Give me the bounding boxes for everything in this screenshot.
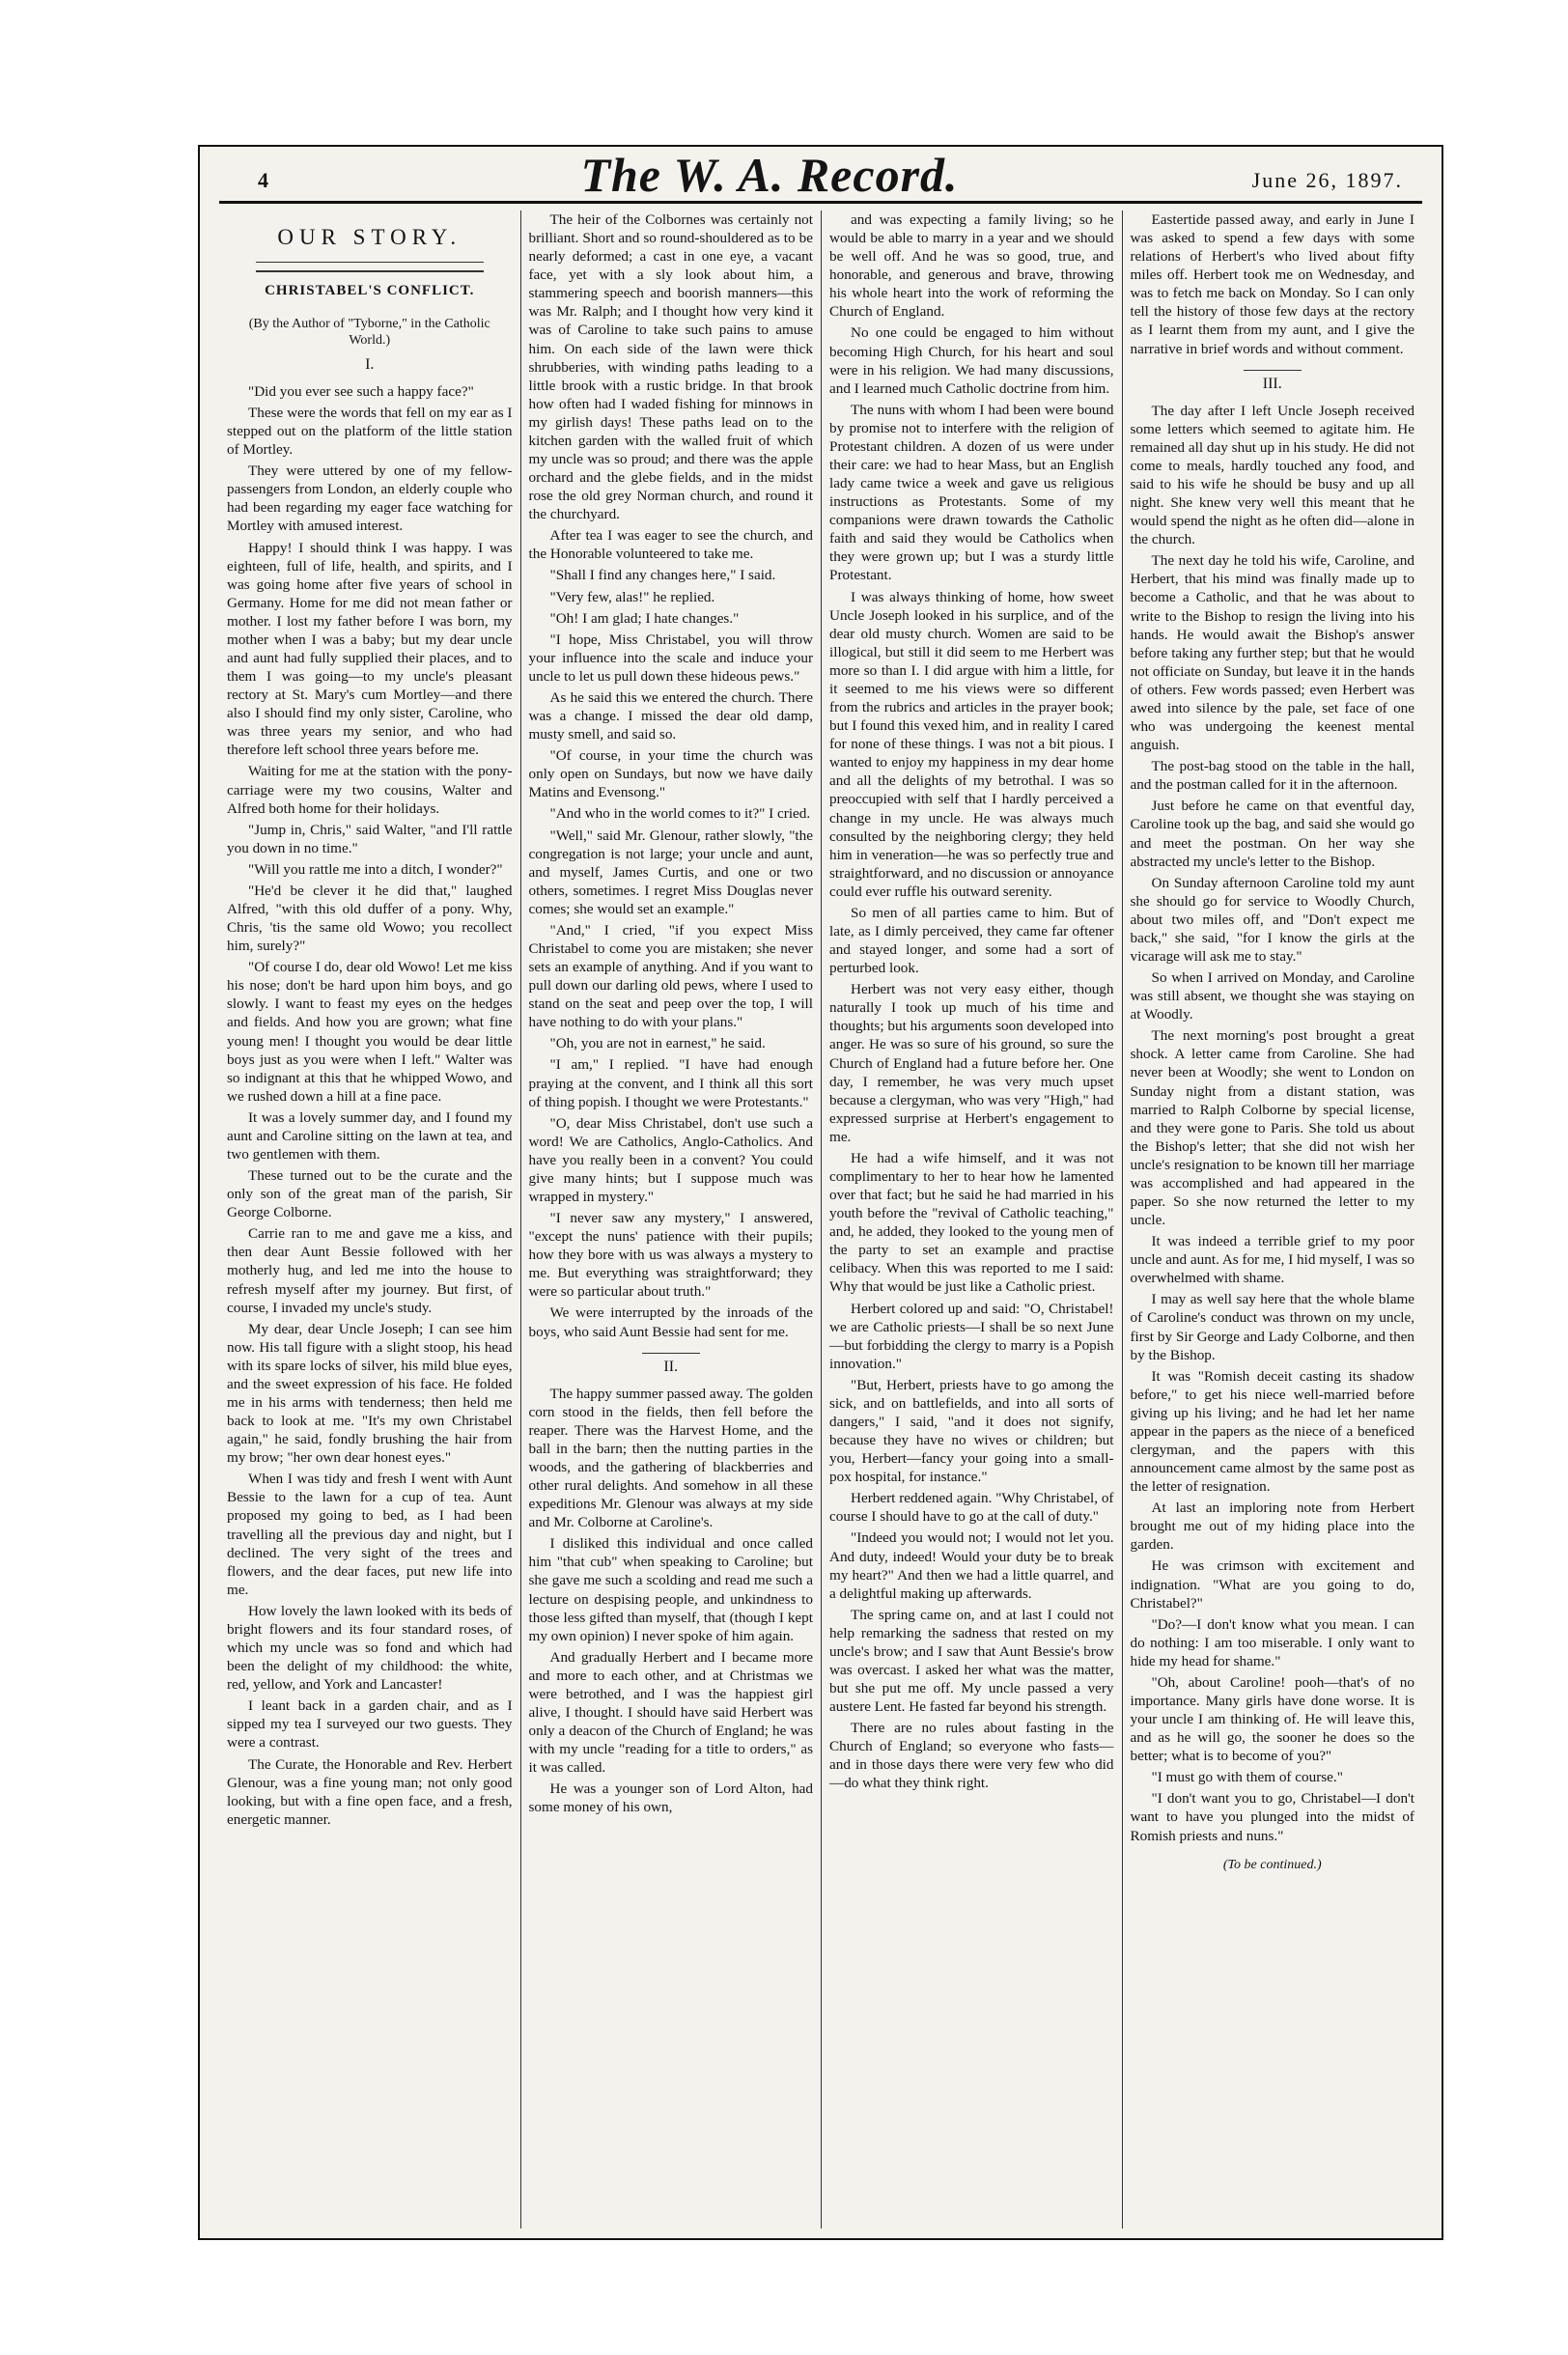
paragraph: My dear, dear Uncle Joseph; I can see him now. His tall figure with a slight stoop, his head with its spare locks of silver, his mild blue eyes, and the sweet expression of his face. He folded me in his arms with tenderness; then held me back to look at me. "It's my own Christabel again," he said, fondly brushing the hair from my brow; "her own dear honest eyes." [227, 1320, 513, 1467]
paragraph: "Will you rattle me into a ditch, I wonder?" [248, 860, 503, 878]
chapter-divider [1244, 370, 1302, 371]
paragraph: "And," I cried, "if you expect Miss Christabel to come you are mistaken; she never sets an example of anything. And if you want to pull down our darling old pews, where I used to stand on the seat and peep over the top, I will have nothing to do with your plans." [528, 921, 813, 1031]
paragraph: So when I arrived on Monday, and Caroline was still absent, we thought she was staying on at Woodly. [1130, 969, 1414, 1023]
paragraph: On Sunday afternoon Caroline told my aunt she should go for service to Woodly Church, about two miles off, and "Don't expect me back," she said, "for I know the girls at the vicarage will ask me to stay." [1130, 874, 1414, 965]
column-4 [1122, 210, 1423, 2229]
paragraph: I was always thinking of home, how sweet Uncle Joseph looked in his surplice, and of the dear old musty church. Women are said to be illogical, but still it did seem to me Herbert was more so than I. I did argue with him a little, for it seemed to me his views were so different from the rubrics and articles in the prayer book; but I found this vexed him, and in reality I cared for none of these things. I was not a bit pious. I wanted to enjoy my happiness in my dear home and all the delights of my betrothal. I was so preoccupied with self that I hardly perceived a change in my uncle. He was always much consulted by the neighboring clergy; they held him in veneration—he was so perfectly true and straightforward, and no discussion or annoyance could ever ruffle his outward serenity. [829, 588, 1114, 900]
chapter-heading: III. [1262, 375, 1282, 392]
paragraph: "Oh, you are not in earnest," he said. [549, 1035, 766, 1052]
paragraph: I leant back in a garden chair, and as I sipped my tea I surveyed our two guests. They were a contrast. [227, 1697, 513, 1752]
paragraph: There are no rules about fasting in the Church of England; so everyone who fasts—and in those days there were very few who did—do what they think right. [829, 1720, 1114, 1792]
paragraph: The day after I left Uncle Joseph received some letters which seemed to agitate him. He remained all day shut up in his study. He did not come to meals, hardly touched any food, and said to his wife he should be busy and up all night. She knew very well this meant that he would spend the night as he often did—alone in the church. [1130, 402, 1414, 548]
column-2-text-continued [529, 1385, 814, 1817]
column-1 [219, 210, 520, 2229]
paragraph: Carrie ran to me and gave me a kiss, and then dear Aunt Bessie followed with her motherly hug, and led me into the house to refresh myself after my journey. But first, of course, I invaded my uncle's study. [227, 1225, 513, 1316]
paragraph: These were the words that fell on my ear as I stepped out on the platform of the little station of Mortley. [227, 404, 513, 459]
paragraph: Herbert colored up and said: "O, Christabel! we are Catholic priests—I shall be so next June—but forbidding the clergy to marry is a Popish innovation." [829, 1300, 1114, 1372]
paragraph: So men of all parties came to him. But of late, as I dimly perceived, they came far oftener and stayed longer, and some had a sort of perturbed look. [829, 904, 1114, 977]
paragraph: "Jump in, Chris," said Walter, "and I'll rattle you down in no time." [227, 821, 513, 856]
paragraph: Waiting for me at the station with the pony-carriage were my two cousins, Walter and Alfred both home for their holidays. [227, 763, 513, 817]
chapter-heading: I. [365, 355, 375, 373]
paragraph: And gradually Herbert and I became more and more to each other, and at Christmas we were betrothed, and I was the happiest girl alive, I thought. I should have said Herbert was only a deacon of the Church of England; he was with my uncle "reading for a title to orders," as it was called. [528, 1648, 813, 1777]
paragraph: "Do?—I don't know what you mean. I can do nothing: I am too miserable. I only want to hide my head for shame." [1130, 1615, 1414, 1669]
paragraph: "O, dear Miss Christabel, don't use such a word! We are Catholics, Anglo-Catholics. And have you really been in a convent? You could give many hints; but I suppose much was wrapped in mystery." [528, 1114, 813, 1205]
newspaper-page [198, 145, 1443, 2240]
masthead-rule [219, 201, 1422, 204]
paragraph: The spring came on, and at last I could not help remarking the sadness that rested on my uncle's brow; and I saw that Aunt Bessie's brow was overcast. I asked her what was the matter, but she put me off. My uncle passed a very austere Lent. He fasted far beyond his strength. [829, 1606, 1114, 1716]
paragraph: "But, Herbert, priests have to go among the sick, and on battlefields, and into all sorts of dangers," I said, "and it does not signify, because they have no wives or children; but you, Herbert—fancy your going into a small-pox hospital, for instance." [829, 1376, 1114, 1486]
story-title: CHRISTABEL'S CONFLICT. [265, 282, 475, 298]
byline: (By the Author of "Tyborne," in the Catholic World.) [248, 316, 490, 349]
paragraph: I may as well say here that the whole blame of Caroline's conduct was thrown on my uncle, first by Sir George and Lady Colborne, and then by the Bishop. [1130, 1291, 1414, 1363]
masthead [200, 147, 1442, 202]
paragraph: Herbert reddened again. "Why Christabel, of course I should have to go at the call of duty." [829, 1490, 1114, 1526]
decorative-rule [256, 262, 484, 272]
paragraph: "Of course, in your time the church was only open on Sundays, but now we have daily Matins and Evensong." [528, 747, 813, 801]
paragraph: "Oh, about Caroline! pooh—that's of no importance. Many girls have done worse. It is your uncle I am thinking of. He will leave this, and as he will go, the sooner he does so the better; what is to become of you?" [1130, 1673, 1414, 1765]
paragraph: The next morning's post brought a great shock. A letter came from Caroline. She had never been at Woodly; she went to London on Sunday night from a distant station, was married to Ralph Colborne by special license, and they were gone to Paris. She told us about the Bishop's letter; that she did not wish her uncle's resignation to be known till her marriage was accomplished and had appeared in the paper. So she now returned the letter to my uncle. [1130, 1027, 1414, 1229]
paragraph: Eastertide passed away, and early in June I was asked to spend a few days with some relations of Herbert's who lived about fifty miles off. Herbert took me on Wednesday, and was to fetch me back on Monday. So I can only tell the history of those few days at the rectory as I learnt them from my aunt, and I give the narrative in brief words and without comment. [1130, 211, 1414, 357]
paragraph: It was indeed a terrible grief to my poor uncle and aunt. As for me, I hid myself, I was so overwhelmed with shame. [1130, 1233, 1414, 1287]
paragraph: "I am," I replied. "I have had enough praying at the convent, and I think all this sort of thing popish. I thought we were Protestants." [528, 1056, 813, 1110]
column-3 [821, 210, 1122, 2229]
paragraph: "Indeed you would not; I would not let you. And duty, indeed! Would your duty be to break my heart?" And then we had a little quarrel, and a delightful making up afterwards. [829, 1529, 1114, 1602]
paragraph: "Very few, alas!" he replied. [549, 588, 715, 605]
paragraph: He had a wife himself, and it was not complimentary to her to hear how he lamented over that fact; but he said he had married in his youth before the "revival of Catholic teaching," and, he added, they looked to the young men of the party to set an example and practise celibacy. When this was reported to me I said: Why that would be just like a Catholic priest. [829, 1149, 1114, 1296]
paragraph: and was expecting a family living; so he would be able to marry in a year and we should be well off. And he was so good, true, and honorable, and generous and brave, throwing his whole heart into the work of reforming the Church of England. [829, 211, 1114, 321]
paragraph: How lovely the lawn looked with its beds of bright flowers and its four standard roses, of which my uncle was so fond and which had been the delight of my childhood: the white, red, yellow, and York and Lancaster! [227, 1602, 513, 1694]
column-4-text-continued [1131, 402, 1415, 1845]
chapter-heading: II. [663, 1358, 679, 1375]
paragraph: The nuns with whom I had been were bound by promise not to interfere with the religion of Protestant children. A dozen of us were under their care: we had to hear Mass, but an English lady came twice a week and gave us religious instructions as Protestants. Some of my companions were drawn towards the Catholic faith and said they would be Catholics when they were grown up; but I was a sturdy little Protestant. [829, 401, 1114, 584]
column-2-text [529, 210, 814, 1341]
paragraph: The Curate, the Honorable and Rev. Herbert Glenour, was a fine young man; not only good looking, but with a fine open face, and a fresh, energetic manner. [227, 1755, 513, 1828]
paragraph: "I hope, Miss Christabel, you will throw your influence into the scale and induce your uncle to let us pull down these hideous pews." [528, 631, 813, 685]
paragraph: It was "Romish deceit casting its shadow before," to get his niece well-married before giving up his living; and he had let her name appear in the papers as the niece of a beneficed clergyman, and the papers with this announcement came almost by the same post as the letter of resignation. [1130, 1367, 1414, 1496]
paragraph: Happy! I should think I was happy. I was eighteen, full of life, health, and spirits, and I was going home after five years of school in Germany. Home for me did not mean father or mother. I lost my father before I was born, my mother when I was a baby; but my dear uncle and aunt had fully supplied their places, and to them I was going—to my uncle's pleasant rectory at St. Mary's cum Mortley—and there also I should find my only sister, Caroline, who was three years my senior, and who had therefore left school three years before me. [227, 539, 513, 759]
paragraph: At last an imploring note from Herbert brought me out of my hiding place into the garden. [1130, 1500, 1414, 1554]
to-be-continued: (To be continued.) [1222, 1857, 1322, 1872]
paragraph: No one could be engaged to him without becoming High Church, for his heart and soul were in his religion. We had many discussions, and I learned much Catholic doctrine from him. [829, 324, 1114, 397]
paragraph: They were uttered by one of my fellow-passengers from London, an elderly couple who had been regarding my eager face watching for Mortley with amused interest. [227, 463, 513, 535]
paragraph: As he said this we entered the church. There was a change. I missed the dear old damp, musty smell, and said so. [528, 688, 813, 743]
paragraph: "He'd be clever it he did that," laughed Alfred, "with this old duffer of a pony. Why, Chris, 'tis the same old Wowo; you recollect him, surely?" [227, 882, 513, 955]
paragraph: "Oh! I am glad; I hate changes." [549, 609, 740, 627]
paragraph: He was a younger son of Lord Alton, had some money of his own, [528, 1780, 813, 1816]
issue-date: June 26, 1897. [1251, 168, 1403, 192]
columns [219, 210, 1422, 2229]
paragraph: "Shall I find any changes here," I said. [549, 567, 776, 584]
column-2 [520, 210, 822, 2229]
paragraph: The happy summer passed away. The golden corn stood in the fields, then fell before the reaper. There was the Harvest Home, and the ball in the barn; then the nutting parties in the woods, and the gathering of blackberries and other rural delights. And somehow in all these expeditions Mr. Glenour was always at my side and Mr. Colborne at Caroline's. [528, 1385, 813, 1531]
page-number: 4 [258, 168, 268, 192]
paragraph: "Of course I do, dear old Wowo! Let me kiss his nose; don't be hard upon him boys, and go slowly. I want to feast my eyes on the hedges and fields. And how you are grown; what fine young men! I thought you would be dear little boys just as you were when I left." Walter was so indignant at this that he whipped Wowo, and we rushed down a hill at a fine pace. [227, 959, 513, 1105]
paragraph: The next day he told his wife, Caroline, and Herbert, that his mind was finally made up to become a Catholic, and that he was about to write to the Bishop to resign the living into his hands. He would await the Bishop's answer before taking any further step; but that he would not officiate on Sunday, but leave it in the hands of others. Few words passed; even Herbert was awed into silence by the pale, set face of one who was undergoing the keenest mental anguish. [1130, 552, 1414, 754]
paragraph: Herbert was not very easy either, though naturally I took up much of his time and thoughts; but his arguments soon developed into anger. He was so sure of his ground, so sure the Church of England had a future before her. One day, I remember, he was very much upset because a clergyman, who was very "High," had expressed surprise at Herbert's engagement to me. [829, 981, 1114, 1145]
paragraph: The heir of the Colbornes was certainly not brilliant. Short and so round-shouldered as to be nearly deformed; a cast in one eye, a vacant face, yet with a sly look about him, a stammering speech and boorish manners—this was Mr. Ralph; and I thought how very kind it was of Caroline to take such pains to amuse him. On each side of the lawn were thick shrubberies, with winding paths leading to a little brook with a rustic bridge. In that brook how often had I waded fishing for minnows in my girlish days! These paths lead on to the kitchen garden with the walled fruit of which my uncle was so proud; and there was the apple orchard and the glebe fields, and in the midst rose the old grey Norman church, and round it the churchyard. [528, 211, 813, 523]
paragraph: "And who in the world comes to it?" I cried. [549, 805, 811, 823]
paragraph: These turned out to be the curate and the only son of the great man of the parish, Sir George Colborne. [227, 1167, 513, 1221]
paragraph: "I must go with them of course." [1151, 1769, 1343, 1786]
paragraph: We were interrupted by the inroads of the boys, who said Aunt Bessie had sent for me. [528, 1304, 813, 1340]
paragraph: The post-bag stood on the table in the hall, and the postman called for it in the afternoon. [1130, 758, 1414, 794]
paragraph: "Did you ever see such a happy face?" [248, 382, 474, 400]
paragraph: "I never saw any mystery," I answered, "except the nuns' patience with their pupils; how they bore with us was always a mystery to me. But everything was straightforward; they were so particular about truth." [528, 1210, 813, 1301]
paragraph: I disliked this individual and once called him "that cub" when speaking to Caroline; but she gave me such a scolding and read me such a lecture on despising people, and unkindness to those less gifted than myself, that (though I kept my own opinion) I never spoke of him again. [528, 1535, 813, 1644]
column-3-text [829, 210, 1114, 1793]
column-4-text [1131, 210, 1415, 358]
paragraph: He was crimson with excitement and indignation. "What are you going to do, Christabel?" [1130, 1557, 1414, 1612]
section-heading: OUR STORY. [277, 225, 462, 249]
paragraph: Just before he came on that eventful day, Caroline took up the bag, and said she would go and meet the postman. On her way she abstracted my uncle's letter to the Bishop. [1130, 798, 1414, 870]
chapter-divider [642, 1353, 700, 1354]
newspaper-title: The W. A. Record. [580, 148, 959, 202]
paragraph: When I was tidy and fresh I went with Aunt Bessie to the lawn for a cup of tea. Aunt proposed my going to bed, as I had been travelling all the previous day and night, but I declined. The very sight of the trees and flowers, and the dear faces, put new life into me. [227, 1471, 513, 1598]
paragraph: After tea I was eager to see the church, and the Honorable volunteered to take me. [528, 527, 813, 563]
paragraph: It was a lovely summer day, and I found my aunt and Caroline sitting on the lawn at tea, and two gentlemen with them. [227, 1108, 513, 1163]
paragraph: "I don't want you to go, Christabel—I don't want to have you plunged into the midst of Romish priests and nuns." [1130, 1790, 1414, 1844]
paragraph: "Well," said Mr. Glenour, rather slowly, "the congregation is not large; your uncle and aunt, and myself, James Curtis, and one or two others, sometimes. I regret Miss Douglas never comes; she would set an example." [528, 827, 813, 917]
column-1-text [227, 382, 513, 1829]
